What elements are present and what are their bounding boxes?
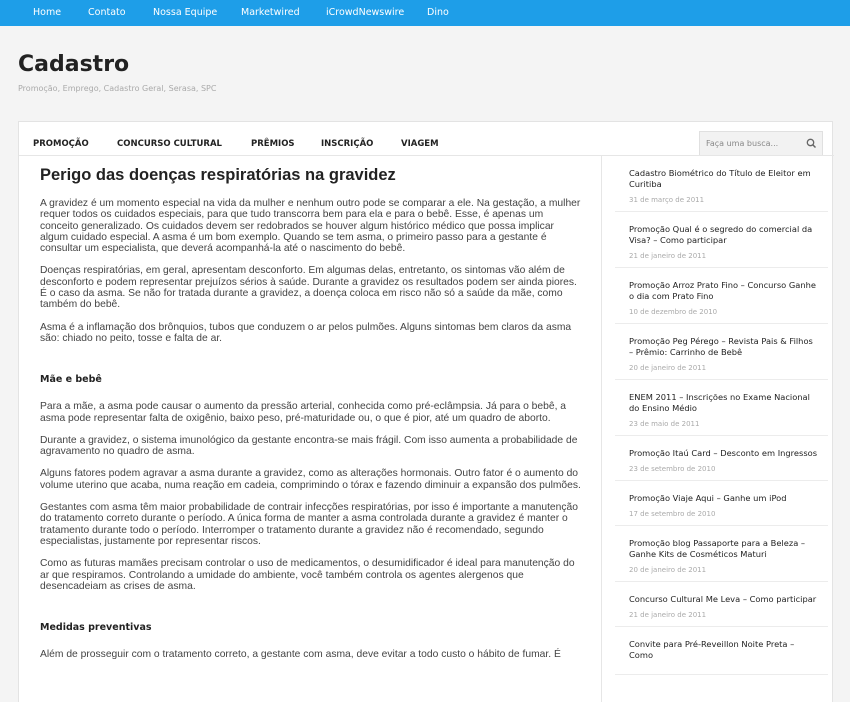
post-paragraph: Além de prosseguir com o tratamento correto, a gestante com asma, deve evitar a todo custo o hábito de fumar. É (40, 649, 561, 661)
mainnav-premios[interactable]: PRÊMIOS (251, 139, 295, 149)
sidebar-post-title-link[interactable]: ENEM 2011 – Inscrições no Exame Nacional do Ensino Médio (629, 392, 810, 413)
sidebar-post-title-link[interactable]: Cadastro Biométrico do Título de Eleitor em Curitiba (629, 168, 811, 189)
sidebar-post-date: 17 de setembro de 2010 (629, 510, 716, 518)
page-container (18, 121, 833, 702)
sidebar-post-date: 10 de dezembro de 2010 (629, 308, 718, 316)
post-paragraph: Como as futuras mamães precisam controlar o uso de medicamentos, o desumidificador é ideal para manutenção do ar que respiramos. Controlando a umidade do ambiente, você também controla os agentes alergenos que desencadeiam as crises de asma. (40, 558, 575, 592)
sidebar-post-title-link[interactable]: Promoção Qual é o segredo do comercial da Visa? – Como participar (629, 224, 813, 245)
sidebar-post-title-link[interactable]: Promoção Arroz Prato Fino – Concurso Ganhe o dia com Prato Fino (629, 280, 816, 301)
sidebar-post-title-link[interactable]: Convite para Pré-Reveillon Noite Preta – Como (629, 639, 795, 660)
site-title[interactable]: Cadastro (18, 52, 130, 77)
sidebar-post (615, 156, 828, 212)
sidebar-post (615, 324, 828, 380)
sidebar-post-title-link[interactable]: Promoção Viaje Aqui – Ganhe um iPod (629, 493, 787, 503)
topnav-contato-link[interactable]: Contato (88, 7, 126, 18)
sidebar-post-title-link[interactable]: Promoção blog Passaporte para a Beleza – Ganhe Kits de Cosméticos Maturi (629, 538, 806, 559)
sidebar-post (615, 481, 828, 526)
topnav-nossa-equipe-link[interactable]: Nossa Equipe (153, 7, 218, 18)
topnav-home-link[interactable]: Home (33, 7, 62, 18)
section-heading-medidas-preventivas: Medidas preventivas (40, 622, 152, 634)
sidebar-post (615, 436, 828, 481)
sidebar-post (615, 212, 828, 268)
search-icon (800, 132, 823, 155)
mainnav-inscricao[interactable]: INSCRIÇÃO (321, 139, 374, 149)
post-paragraph: Alguns fatores podem agravar a asma durante a gravidez, como as alterações hormonais. Outro fator é o aumento do volume uterino que acaba, numa reação em cadeia, comprimindo o tórax e fazendo diminuir a expansão dos pulmões. (40, 468, 581, 491)
topnav-icrowdnewswire-link[interactable]: iCrowdNewswire (326, 7, 405, 18)
sidebar-post-date: 20 de janeiro de 2011 (629, 364, 707, 372)
top-navigation-bar (0, 0, 850, 26)
sidebar-post (615, 582, 828, 627)
sidebar-post-date: 21 de janeiro de 2011 (629, 252, 707, 260)
sidebar-post-date: 21 de janeiro de 2011 (629, 611, 707, 619)
post-paragraph: Durante a gravidez, o sistema imunológico da gestante encontra-se mais frágil. Com isso aumenta a probabilidade de agravamento no quadro de asma. (40, 434, 578, 458)
mainnav-promocao[interactable]: PROMOÇÃO (33, 139, 89, 149)
sidebar-recent-posts (615, 156, 834, 675)
post-paragraph: A gravidez é um momento especial na vida da mulher e nenhum outro pode se comparar a ele. Na gestação, a mulher requer todos os cuidados especiais, para que tudo transcorra bem para ela e para o bebê. Esse, é apenas um conceito generalizado. Os cuidados devem ser redobrados se houver algum histórico médico que possa implicar algum cuidado especial. A asma é um bom exemplo. Quando se tem asma, o primeiro passo para a gestante é consultar um especialista, que deverá acompanhá-la até o nascimento do bebê. (40, 198, 581, 255)
search-input[interactable] (700, 132, 798, 155)
search-button[interactable] (800, 132, 823, 155)
sidebar-post-date: 23 de setembro de 2010 (629, 465, 716, 473)
sidebar-post-date: 31 de março de 2011 (629, 196, 705, 204)
site-tagline: Promoção, Emprego, Cadastro Geral, Serasa, SPC (18, 84, 217, 93)
post-title: Perigo das doenças respiratórias na gravidez (40, 166, 396, 184)
sidebar-post-title-link[interactable]: Promoção Itaú Card – Desconto em Ingressos (629, 448, 818, 458)
sidebar-post (615, 526, 828, 582)
sidebar-post (615, 627, 828, 675)
topnav-marketwired-link[interactable]: Marketwired (241, 7, 300, 18)
topnav-dino-link[interactable]: Dino (427, 7, 449, 18)
post-paragraph: Para a mãe, a asma pode causar o aumento da pressão arterial, conhecida como pré-eclâmpsia. Já para o bebê, a asma pode representar falta de oxigênio, baixo peso, pré-maturidade ou, o que é pior, até um quadro de aborto. (40, 401, 567, 424)
search-box (699, 131, 823, 156)
post-body (40, 198, 582, 671)
post-content (19, 156, 602, 702)
mainnav-concurso-cultural[interactable]: CONCURSO CULTURAL (117, 139, 222, 149)
sidebar-post-date: 23 de maio de 2011 (629, 420, 700, 428)
section-heading-mae-e-bebe: Mãe e bebê (40, 374, 102, 386)
sidebar-post-date: 20 de janeiro de 2011 (629, 566, 707, 574)
post-paragraph: Asma é a inflamação dos brônquios, tubos que conduzem o ar pelos pulmões. Alguns sintomas bem claros da asma são: chiado no peito, tosse e falta de ar. (40, 321, 572, 344)
sidebar-post-title-link[interactable]: Concurso Cultural Me Leva – Como participar (629, 594, 817, 604)
sidebar-post-title-link[interactable]: Promoção Peg Pérego – Revista Pais & Filhos – Prêmio: Carrinho de Bebê (629, 336, 813, 357)
mainnav-viagem[interactable]: VIAGEM (401, 139, 439, 149)
sidebar-post (615, 380, 828, 436)
post-paragraph: Doenças respiratórias, em geral, apresentam desconforto. Em algumas delas, entretanto, os sintomas vão além de desconforto e podem representar prejuízos sérios à saúde. Durante a gravidez os resultados podem ser ainda piores. É o caso da asma. Se não for tratada durante a gravidez, a doença coloca em risco não só a saúde da mãe, como também do bebê. (40, 265, 577, 311)
sidebar-post (615, 268, 828, 324)
post-paragraph: Gestantes com asma têm maior probabilidade de contrair infecções respiratórias, por isso é importante a manutenção do tratamento correto durante o período. A única forma de manter a asma controlada durante a gravidez é manter o tratamento durante todo o período. Interromper o tratamento durante a gravidez não é recomendado, segundo especialistas, justamente por representar riscos. (40, 502, 578, 547)
